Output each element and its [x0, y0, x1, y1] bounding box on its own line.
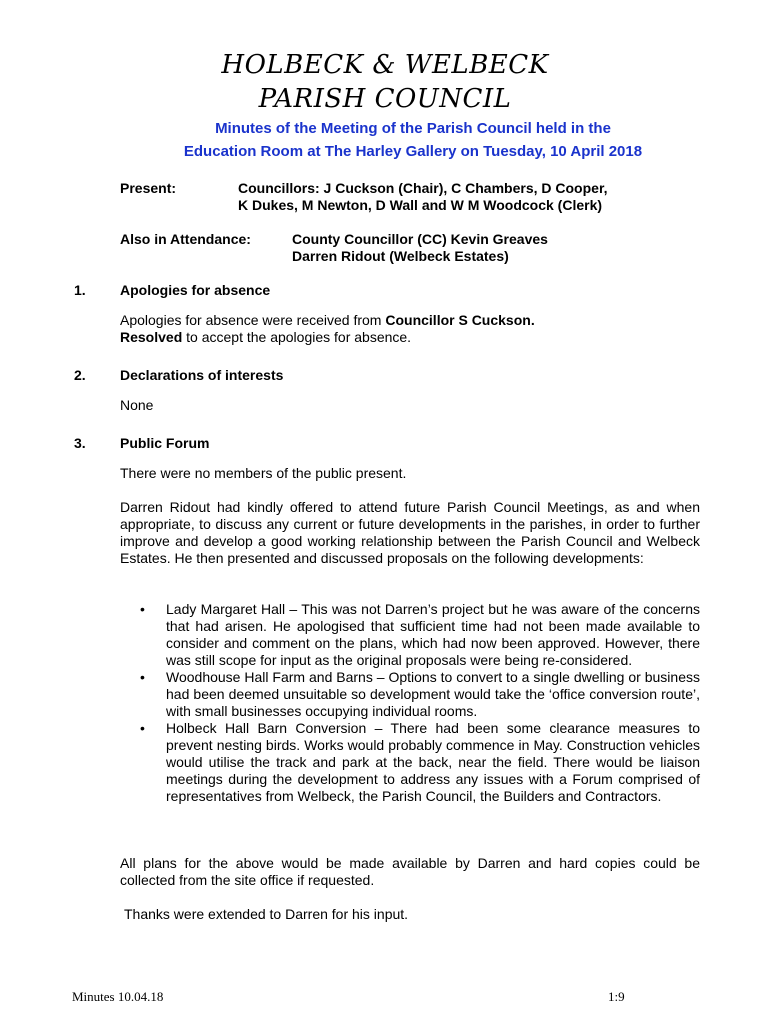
attendance-line1: County Councillor (CC) Kevin Greaves: [292, 231, 548, 247]
attendance-label: Also in Attendance:: [120, 231, 251, 247]
council-title-line1: HOLBECK & WELBECK: [221, 50, 549, 80]
section-3-number: 3.: [74, 435, 86, 451]
present-line1: Councillors: J Cuckson (Chair), C Chambers, D Cooper,: [238, 180, 608, 196]
section-2-number: 2.: [74, 367, 86, 383]
section-3-heading: Public Forum: [120, 435, 210, 451]
list-item: [140, 669, 700, 720]
list-item: [140, 601, 700, 669]
list-item-text: Holbeck Hall Barn Conversion – There had been some clearance measures to prevent nesting birds. Works would probably commence in May. Construction vehicles would utilise the track and park at the back, near the field. There would be liaison meetings during the development to address any issues with a Forum comprised of representatives from Welbeck, the Parish Council, the Builders and Contractors.: [166, 720, 700, 804]
council-title-line2: PARISH COUNCIL: [258, 84, 512, 114]
page-number: 1:9: [608, 989, 625, 1004]
meeting-subtitle-line2: Education Room at The Harley Gallery on Tuesday, 10 April 2018: [183, 143, 643, 160]
resolved-text: to accept the apologies for absence.: [182, 329, 412, 345]
section-2-heading: Declarations of interests: [120, 367, 284, 383]
resolved-label: Resolved: [120, 329, 183, 345]
public-forum-para1: There were no members of the public present.: [120, 465, 407, 481]
meeting-subtitle-line1: Minutes of the Meeting of the Parish Council held in the: [215, 120, 611, 137]
bullet-icon: •: [140, 669, 145, 685]
bullet-icon: •: [140, 720, 145, 736]
list-item-text: Lady Margaret Hall – This was not Darren’s project but he was aware of the concerns that had arisen. He apologised that sufficient time had not been made available to consider and comment on the plans, which had now been approved. However, there was still scope for input as the original proposals were being re-considered.: [166, 601, 700, 668]
developments-list: [140, 601, 700, 805]
list-item: [140, 720, 700, 805]
public-forum-para3: All plans for the above would be made available by Darren and hard copies could be collected from the site office if requested.: [120, 855, 700, 888]
list-item-text: Woodhouse Hall Farm and Barns – Options to convert to a single dwelling or business had been deemed unsuitable so development would take the ‘office conversion route’, with small businesses occupying individual rooms.: [166, 669, 700, 719]
present-line2: K Dukes, M Newton, D Wall and W M Woodcock (Clerk): [238, 197, 603, 213]
apologies-paragraph: [120, 312, 700, 346]
apologies-text: Apologies for absence were received from: [120, 312, 386, 328]
present-label: Present:: [120, 180, 177, 196]
section-1-heading: Apologies for absence: [120, 282, 271, 298]
section-1-number: 1.: [74, 282, 86, 298]
declarations-text: None: [120, 397, 154, 413]
footer-date: Minutes 10.04.18: [72, 989, 164, 1004]
bullet-icon: •: [140, 601, 145, 617]
public-forum-para2: Darren Ridout had kindly offered to attend future Parish Council Meetings, as and when appropriate, to discuss any current or future developments in the parishes, in order to further improve and develop a good working relationship between the Parish Council and Welbeck Estates. He then presented and discussed proposals on the following developments:: [120, 499, 700, 566]
attendance-line2: Darren Ridout (Welbeck Estates): [292, 248, 509, 264]
apologies-councillor: Councillor S Cuckson.: [385, 312, 535, 328]
public-forum-para4: Thanks were extended to Darren for his input.: [124, 906, 409, 922]
